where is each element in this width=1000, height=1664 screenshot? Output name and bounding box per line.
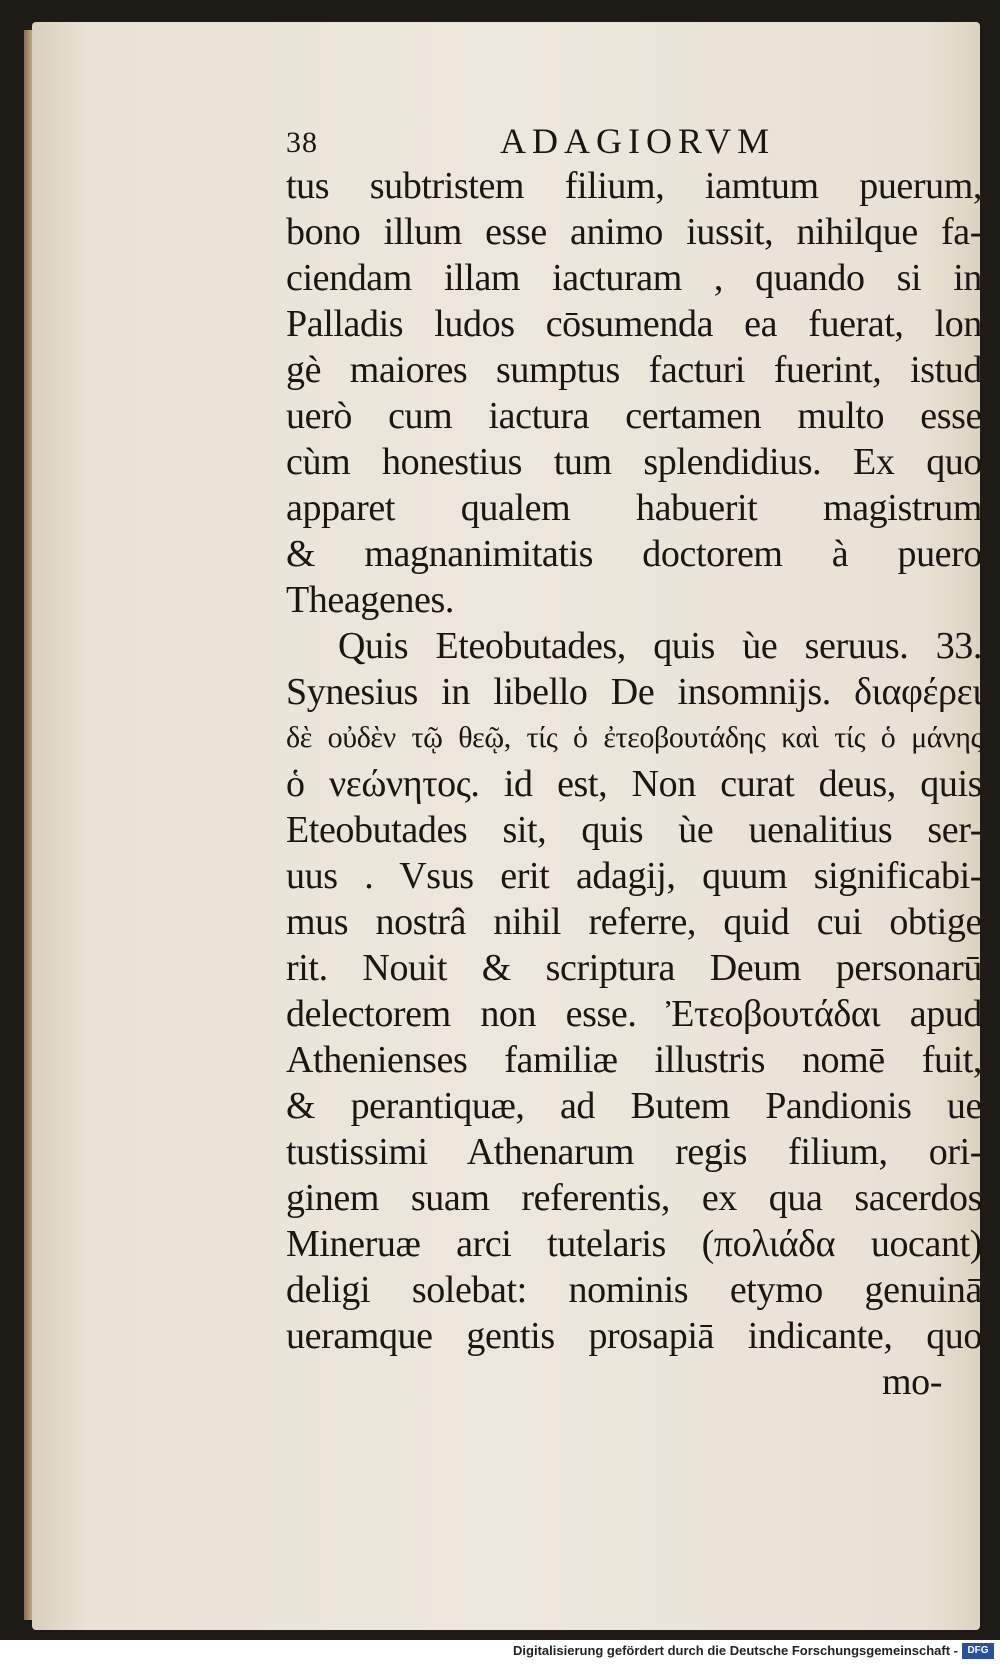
text-line: Palladis ludos cōsumenda ea fuerat, lon: [286, 303, 982, 345]
text-line: tus subtristem filium, iamtum puerum,: [286, 165, 982, 207]
dfg-logo: DFG: [962, 1643, 994, 1659]
text-line: & perantiquæ, ad Butem Pandionis ue: [286, 1085, 982, 1127]
page-number: 38: [286, 126, 318, 159]
text-line: deligi solebat: nominis etymo genuinā: [286, 1269, 982, 1311]
text-line: & magnanimitatis doctorem à puero: [286, 533, 982, 575]
footer-bar: [0, 1640, 1000, 1664]
text-line: ginem suam referentis, ex qua sacerdos: [286, 1177, 982, 1219]
text-line: gè maiores sumptus facturi fuerint, istud: [286, 349, 982, 391]
text-line: Eteobutades sit, quis ùe uenalitius ser-: [286, 809, 982, 851]
text-line: Mineruæ arci tutelaris (πολιάδα uocant): [286, 1223, 982, 1265]
text-line: cùm honestius tum splendidius. Ex quo: [286, 441, 982, 483]
text-line: ueramque gentis prosapiā indicante, quo: [286, 1315, 982, 1357]
adage-heading: Quis Eteobutades, quis ùe seruus. 33.: [338, 625, 982, 667]
text-line: ciendam illam iacturam , quando si in: [286, 257, 982, 299]
text-line: uerò cum iactura certamen multo esse: [286, 395, 982, 437]
funding-credit: Digitalisierung gefördert durch die Deutsche Forschungsgemeinschaft -: [513, 1643, 958, 1658]
text-line: delectorem non esse. Ἐτεοβουτάδαι apud: [286, 993, 982, 1035]
text-line: Athenienses familiæ illustris nomē fuit,: [286, 1039, 982, 1081]
text-line: ὁ νεώνητος. id est, Non curat deus, quis: [286, 763, 982, 805]
text-line: mus nostrâ nihil referre, quid cui obtige: [286, 901, 982, 943]
text-line: apparet qualem habuerit magistrum: [286, 487, 982, 529]
text-line: Synesius in libello De insomnijs. διαφέρει: [286, 671, 982, 713]
catchword: mo-: [881, 1361, 942, 1403]
greek-line: δὲ οὐδὲν τῷ θεῷ, τίς ὁ ἐτεοβουτάδης καὶ τίς ὁ μάνης: [286, 721, 982, 754]
text-line: rit. Nouit & scriptura Deum personarū: [286, 947, 982, 989]
text-line: Theagenes.: [286, 579, 454, 621]
body-text: [286, 163, 982, 1405]
running-head: ADAGIORVM: [500, 121, 776, 161]
page-header: [286, 118, 946, 168]
text-line: uus . Vsus erit adagij, quum significabi-: [286, 855, 982, 897]
text-line: tustissimi Athenarum regis filium, ori-: [286, 1131, 982, 1173]
text-line: bono illum esse animo iussit, nihilque fa-: [286, 211, 982, 253]
